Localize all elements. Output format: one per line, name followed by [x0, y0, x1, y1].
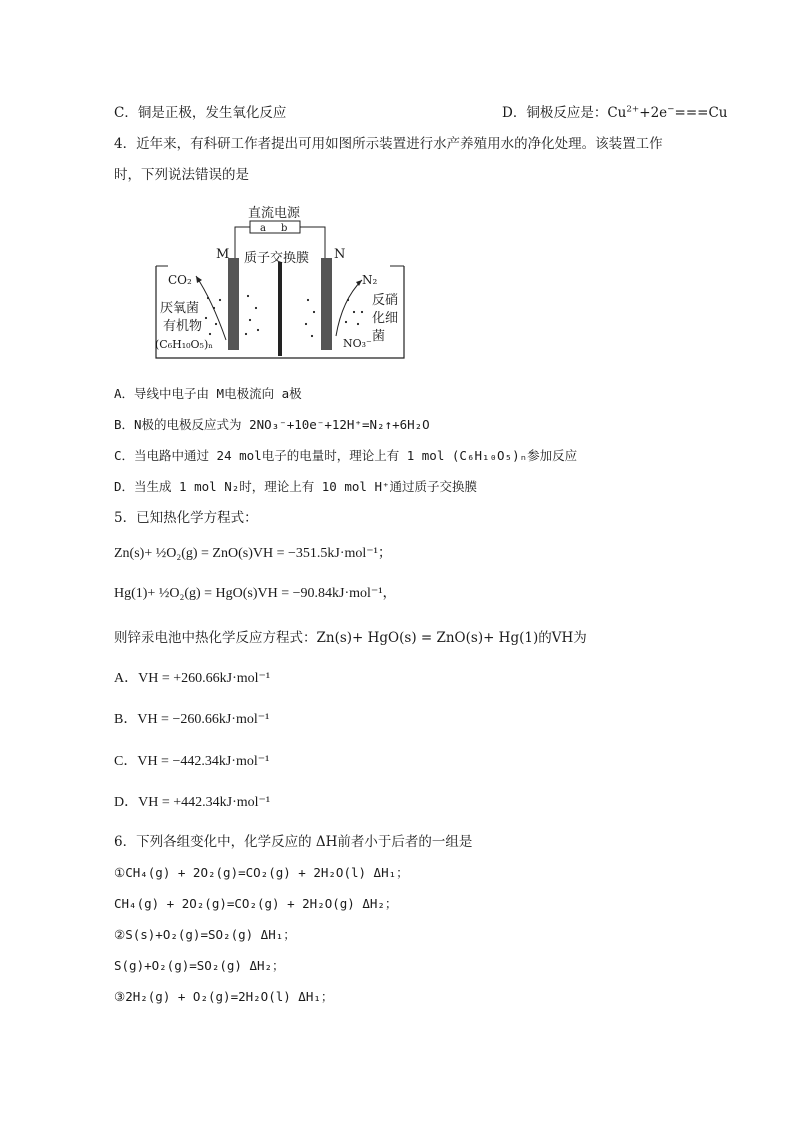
q4-option-c: C．当电路中通过 24 mol电子的电量时，理论上有 1 mol (C₆H₁₀O₅)ₙ参加反应: [114, 448, 578, 463]
q5-question: 则锌汞电池中热化学反应方程式：Zn(s)+ HgO(s) = ZnO(s)+ Hg(1)的VH为: [114, 630, 587, 646]
anaerobe-label-2: 有机物: [163, 319, 203, 334]
q4-option-d: D．当生成 1 mol N₂时，理论上有 10 mol H⁺通过质子交换膜: [114, 479, 478, 494]
electrode-m-label: M: [216, 247, 230, 262]
q6-line-4: S(g)+O₂(g)=SO₂(g) ΔH₂；: [114, 958, 285, 973]
electrode-n: [321, 258, 332, 350]
terminal-b-label: b: [281, 223, 288, 234]
electrode-n-label: N: [334, 247, 346, 262]
anaerobe-label-3: (C₆H₁₀O₅)ₙ: [155, 338, 214, 351]
n2-arrow: [336, 280, 362, 336]
q5-stem: 5．已知热化学方程式：: [114, 510, 258, 526]
power-source-label: 直流电源: [248, 206, 301, 221]
terminal-a-label: a: [260, 223, 266, 234]
q6-line-1: ①CH₄(g) + 2O₂(g)=CO₂(g) + 2H₂O(l) ΔH₁；: [114, 865, 409, 880]
q6-stem: 6．下列各组变化中，化学反应的 ΔH前者小于后者的一组是: [114, 834, 473, 850]
q4-option-a: A．导线中电子由 M电极流向 a极: [114, 386, 302, 401]
q6-line-5: ③2H₂(g) + O₂(g)=2H₂O(l) ΔH₁；: [114, 989, 334, 1004]
q6-line-2: CH₄(g) + 2O₂(g)=CO₂(g) + 2H₂O(g) ΔH₂；: [114, 896, 398, 911]
anaerobe-label-1: 厌氧菌: [160, 301, 200, 316]
co2-arrowhead: [196, 276, 202, 283]
q6-line-3: ②S(s)+O₂(g)=SO₂(g) ΔH₁；: [114, 927, 296, 942]
q3-option-c: C．铜是正极，发生氧化反应: [114, 105, 287, 121]
q5-option-c: C．VH = −442.34kJ·mol⁻¹: [114, 754, 270, 769]
membrane-label: 质子交换膜: [244, 251, 310, 266]
q5-option-a: A．VH = +260.66kJ·mol⁻¹: [114, 671, 271, 686]
q5-option-d: D．VH = +442.34kJ·mol⁻¹: [114, 795, 271, 810]
q4-stem-line1: 4．近年来，有科研工作者提出可用如图所示装置进行水产养殖用水的净化处理。该装置工作: [114, 136, 663, 152]
co2-label: CO₂: [168, 273, 192, 287]
no3-label: NO₃⁻: [343, 337, 372, 350]
denitrifier-label-1: 反硝: [372, 293, 399, 308]
electrolysis-cell-figure: [150, 200, 410, 360]
denitrifier-label-3: 菌: [372, 329, 386, 344]
denitrifier-label-2: 化细: [372, 311, 399, 326]
n2-label: N₂: [362, 273, 378, 287]
q4-stem-line2: 时，下列说法错误的是: [114, 167, 249, 183]
electrode-m: [228, 258, 239, 350]
q3-option-d: D．铜极反应是：$Cu^{2+}+2e^-===Cu$: [502, 104, 728, 121]
q3-option-c-row: [114, 103, 728, 123]
electrolysis-cell-diagram: [150, 200, 410, 360]
power-source-box: [250, 221, 300, 233]
proton-exchange-membrane: [278, 262, 282, 356]
q5-equation-1: Zn(s)+ ½O₂(g) = ZnO(s)VH = −351.5kJ·mol⁻¹；: [114, 546, 392, 561]
q5-option-b: B．VH = −260.66kJ·mol⁻¹: [114, 712, 270, 727]
q5-equation-2: Hg(1)+ ½O₂(g) = HgO(s)VH = −90.84kJ·mol⁻¹，: [114, 586, 397, 601]
q4-option-b: B．N极的电极反应式为 2NO₃⁻+10e⁻+12H⁺=N₂↑+6H₂O: [114, 417, 430, 432]
